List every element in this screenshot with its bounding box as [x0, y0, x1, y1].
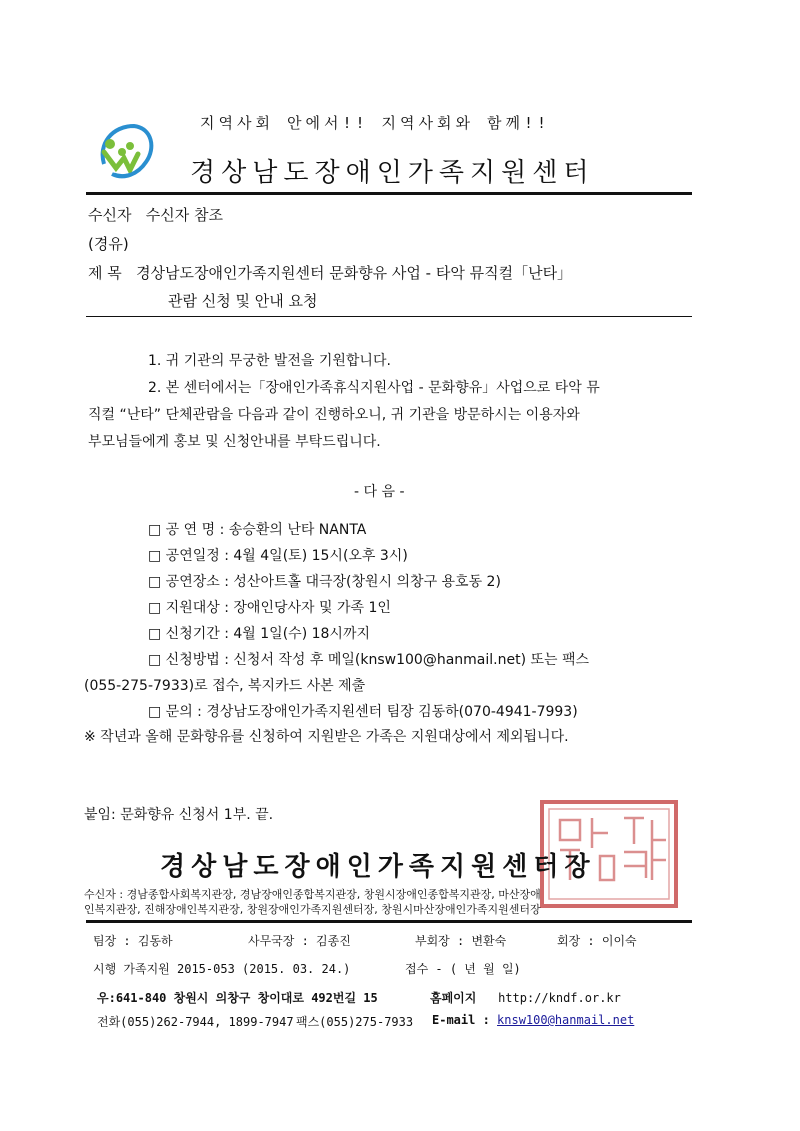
- footer-rule: [86, 920, 692, 923]
- item-period: □ 신청기간 : 4월 1일(수) 18시까지: [148, 626, 370, 642]
- paragraph-1: 1. 귀 기관의 무궁한 발전을 기원합니다.: [148, 353, 391, 369]
- cc-line-1: 수신자 : 경남종합사회복지관장, 경남장애인종합복지관장, 창원시장애인종합복지관장, 마산장애: [84, 888, 541, 901]
- enforcement-number: 시행 가족지원 2015-053 (2015. 03. 24.): [93, 962, 351, 976]
- subject-row: [88, 262, 572, 283]
- item-schedule: □ 공연일정 : 4월 4일(토) 15시(오후 3시): [148, 548, 408, 564]
- recipient-value: 수신자 참조: [145, 206, 224, 224]
- subject-rule: [86, 316, 692, 317]
- fax: 팩스(055)275-7933: [296, 1015, 414, 1029]
- header-rule: [86, 192, 692, 195]
- item-method-line1: □ 신청방법 : 신청서 작성 후 메일(knsw100@hanmail.net) 또는 팩스: [148, 652, 590, 668]
- staff-president: 회장 : 이이숙: [557, 934, 637, 948]
- email-link[interactable]: knsw100@hanmail.net: [497, 1013, 635, 1027]
- homepage: [430, 989, 621, 1006]
- email-row: [432, 1013, 634, 1027]
- next-heading: - 다 음 -: [354, 484, 405, 500]
- attachment-note: 붙임: 문화향유 신청서 1부. 끝.: [84, 807, 274, 823]
- phone: 전화(055)262-7944, 1899-7947: [97, 1015, 294, 1029]
- cc-line-2: 인복지관장, 진해장애인복지관장, 창원장애인가족지원센터장, 창원시마산장애인가족지원센터장: [84, 903, 541, 916]
- item-title: □ 공 연 명 : 송승환의 난타 NANTA: [148, 522, 367, 538]
- item-method-line2: (055-275-7933)로 접수, 복지카드 사본 제출: [84, 678, 366, 694]
- subject-label: 제 목: [88, 264, 122, 282]
- homepage-label: 홈페이지: [430, 991, 477, 1005]
- address: 우:641-840 창원시 의창구 창이대로 492번길 15: [97, 991, 378, 1005]
- staff-vice-president: 부회장 : 변환숙: [415, 934, 507, 948]
- recipient-row: [88, 204, 223, 225]
- subject-line2: 관람 신청 및 안내 요청: [168, 292, 318, 310]
- staff-director: 사무국장 : 김종진: [248, 934, 351, 948]
- receipt-field: 접수 - ( 년 월 일): [405, 962, 521, 976]
- paragraph-2-line2: 직컬 “난타” 단체관람을 다음과 같이 진행하오니, 귀 기관을 방문하시는 이용자와: [88, 407, 580, 423]
- paragraph-2-line3: 부모님들에게 홍보 및 신청안내를 부탁드립니다.: [88, 434, 381, 450]
- email-label: E-mail :: [432, 1013, 490, 1027]
- staff-team-leader: 팀장 : 김동하: [93, 934, 173, 948]
- org-logo-icon: [94, 122, 156, 182]
- item-venue: □ 공연장소 : 성산아트홀 대극장(창원시 의창구 용호동 2): [148, 574, 501, 590]
- item-inquiry: □ 문의 : 경상남도장애인가족지원센터 팀장 김동하(070-4941-7993): [148, 704, 578, 720]
- exclusion-note: ※ 작년과 올해 문화향유를 신청하여 지원받은 가족은 지원대상에서 제외됩니다.: [84, 729, 569, 745]
- homepage-url[interactable]: http://kndf.or.kr: [498, 991, 621, 1005]
- slogan: 지역사회 안에서!! 지역사회와 함께!!: [200, 114, 551, 132]
- org-name: 경상남도장애인가족지원센터: [190, 158, 595, 188]
- signer-title: 경상남도장애인가족지원센터장: [160, 852, 596, 882]
- subject-line1: 경상남도장애인가족지원센터 문화향유 사업 - 타악 뮤직컬「난타」: [136, 264, 573, 282]
- paragraph-2-line1: 2. 본 센터에서는「장애인가족휴식지원사업 - 문화향유」사업으로 타악 뮤: [148, 380, 600, 396]
- recipient-label: 수신자: [88, 206, 132, 224]
- item-target: □ 지원대상 : 장애인당사자 및 가족 1인: [148, 600, 391, 616]
- via-label: (경유): [88, 235, 129, 253]
